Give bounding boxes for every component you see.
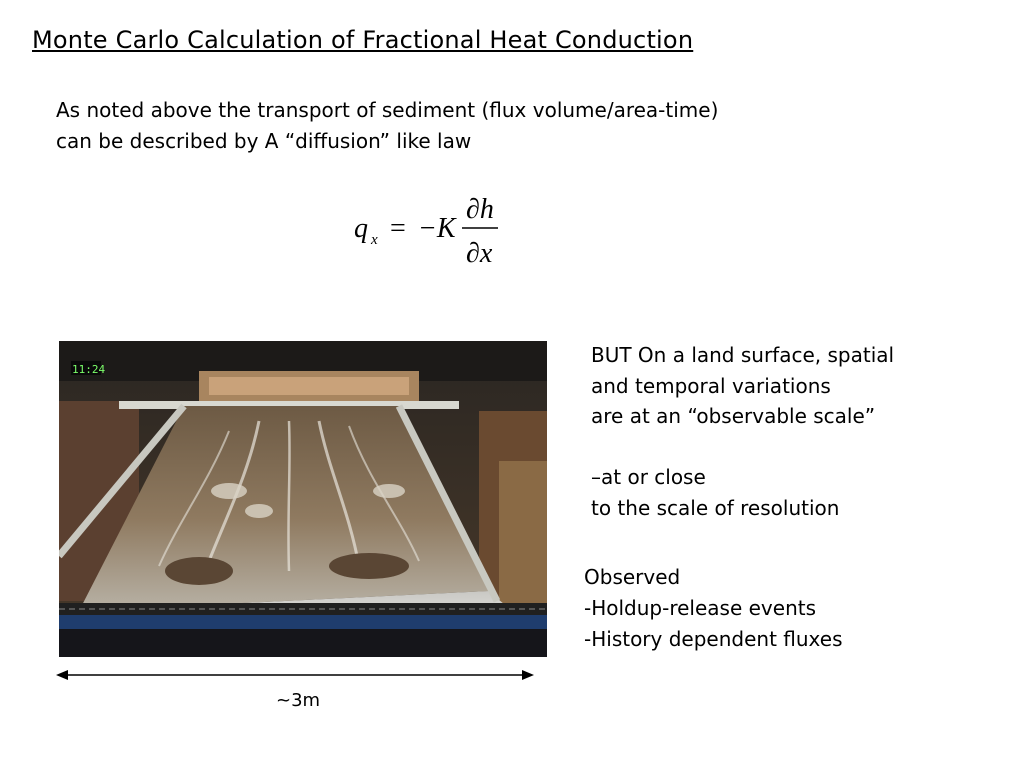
observed-item: -Holdup-release events bbox=[584, 596, 817, 620]
right-text-line bbox=[591, 432, 894, 463]
right-text-line: and temporal variations bbox=[591, 373, 831, 398]
intro-line: As noted above the transport of sediment (flux volume/area-time) bbox=[56, 98, 719, 122]
clock-display: 11:24 bbox=[72, 363, 106, 376]
right-text-line: to the scale of resolution bbox=[591, 495, 840, 520]
scale-label: ~3m bbox=[276, 690, 321, 711]
eq-equals: = bbox=[390, 213, 406, 244]
right-text-line: –at or close bbox=[591, 465, 706, 489]
eq-coefficient: −K bbox=[418, 213, 456, 244]
observation-text bbox=[591, 340, 894, 523]
flume-photo bbox=[59, 341, 547, 657]
right-text-line: are at an “observable scale” bbox=[591, 404, 876, 428]
scale-arrow bbox=[56, 664, 534, 686]
eq-denominator: ∂x bbox=[466, 238, 493, 269]
observed-heading: Observed bbox=[584, 565, 681, 589]
observed-list bbox=[584, 562, 843, 655]
right-text-line: BUT On a land surface, spatial bbox=[591, 343, 895, 367]
diffusion-equation bbox=[352, 188, 522, 278]
intro-text bbox=[56, 95, 718, 157]
eq-lhs: q bbox=[354, 213, 368, 244]
slide-title: Monte Carlo Calculation of Fractional Heat Conduction bbox=[32, 26, 694, 54]
eq-lhs-subscript: x bbox=[371, 232, 378, 248]
intro-line: can be described by A “diffusion” like law bbox=[56, 129, 472, 153]
observed-item: -History dependent fluxes bbox=[584, 627, 843, 651]
eq-numerator: ∂h bbox=[466, 194, 494, 225]
